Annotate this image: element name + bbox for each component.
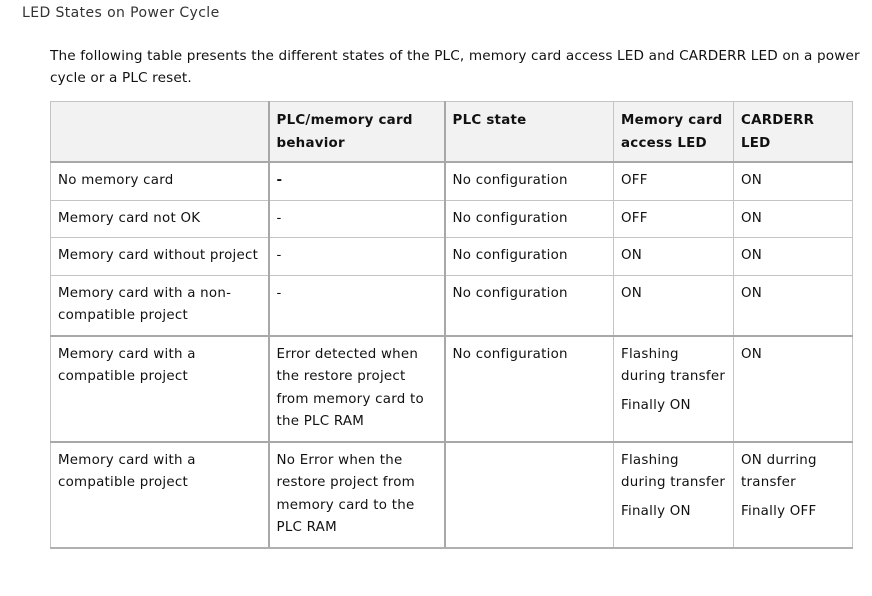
cell-carderr-led: ON: [734, 238, 853, 276]
cell-access-led: OFF: [614, 162, 734, 200]
cell-carderr-led: ON: [734, 275, 853, 336]
cell-access-led: OFF: [614, 200, 734, 238]
led-states-table: [50, 101, 853, 549]
cell-behavior: -: [269, 200, 445, 238]
cell-access-led: [614, 442, 734, 548]
cell-plc-state: No configuration: [445, 162, 614, 200]
table-row: [51, 200, 853, 238]
intro-paragraph: The following table presents the different states of the PLC, memory card access LED and CARDERR LED on a power cycle or a PLC reset.: [50, 48, 860, 86]
section-title: LED States on Power Cycle: [22, 5, 220, 21]
cell-condition: Memory card with a non-compatible project: [51, 275, 269, 336]
cell-behavior-text: -: [276, 173, 283, 188]
access-led-line-2: Finally ON: [621, 397, 691, 413]
cell-behavior: -: [269, 275, 445, 336]
access-led-line-1: Flashing during transfer: [621, 346, 726, 384]
header-plc-state: PLC state: [445, 102, 614, 163]
cell-condition: Memory card without project: [51, 238, 269, 276]
cell-access-led: ON: [614, 275, 734, 336]
cell-plc-state: No configuration: [445, 275, 614, 336]
table-row: [51, 162, 853, 200]
cell-plc-state: No configuration: [445, 238, 614, 276]
cell-plc-state: [445, 442, 614, 548]
cell-carderr-led: [734, 442, 853, 548]
carderr-line-1: ON durring transfer: [741, 452, 817, 490]
cell-access-led: [614, 336, 734, 442]
cell-carderr-led: ON: [734, 200, 853, 238]
table-row: [51, 442, 853, 548]
access-led-line-1: Flashing during transfer: [621, 452, 726, 490]
table-row: [51, 275, 853, 336]
cell-access-led: ON: [614, 238, 734, 276]
access-led-line-2: Finally ON: [621, 503, 691, 519]
header-behavior: PLC/memory card behavior: [269, 102, 445, 163]
table-row: [51, 336, 853, 442]
table-row: [51, 238, 853, 276]
cell-behavior: [269, 162, 445, 200]
cell-condition: Memory card with a compatible project: [51, 336, 269, 442]
table-header-row: [51, 102, 853, 163]
cell-carderr-led: ON: [734, 162, 853, 200]
cell-condition: Memory card with a compatible project: [51, 442, 269, 548]
header-carderr-led: CARDERR LED: [734, 102, 853, 163]
cell-carderr-led: ON: [734, 336, 853, 442]
cell-behavior: Error detected when the restore project from memory card to the PLC RAM: [269, 336, 445, 442]
cell-behavior: -: [269, 238, 445, 276]
cell-plc-state: No configuration: [445, 200, 614, 238]
cell-condition: No memory card: [51, 162, 269, 200]
carderr-line-2: Finally OFF: [741, 503, 817, 519]
cell-behavior: No Error when the restore project from memory card to the PLC RAM: [269, 442, 445, 548]
header-access-led: Memory card access LED: [614, 102, 734, 163]
header-condition: [51, 102, 269, 163]
cell-plc-state: No configuration: [445, 336, 614, 442]
cell-condition: Memory card not OK: [51, 200, 269, 238]
